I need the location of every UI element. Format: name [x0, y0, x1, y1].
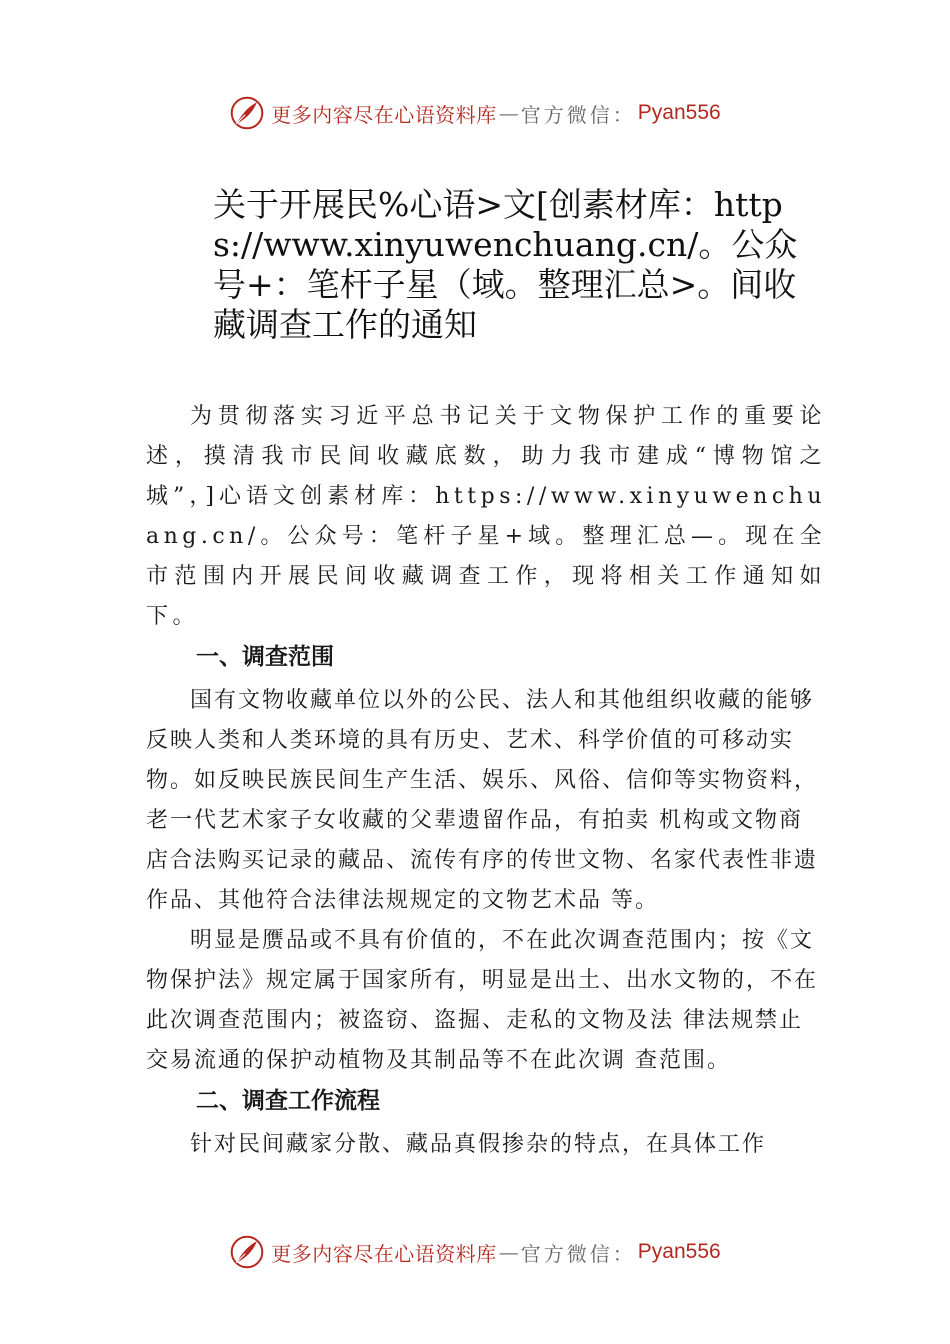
scope-paragraph: 国有文物收藏单位以外的公民、法人和其他组织收藏的能够反映人类和人类环境的具有历史、艺术、科学价值的可移动实物。如反映民族民间生产生活、娱乐、风俗、信仰等实物资料，老一代艺术家子女收藏的父辈遗留作品，有拍卖 机构或文物商店合法购买记录的藏品、流传有序的传世文物、名家代表性非遗作品、其他符合法律法规规定的文物艺术品 等。 [146, 688, 819, 913]
section-heading-scope: 一、调查范围 [196, 644, 334, 670]
document-title: 关于开展民%心语>文[创素材库：https://www.xinyuwenchuang.cn/。公众号+：笔杆子星（域。整理汇总>。间收藏调查工作的通知 [213, 185, 798, 344]
banner-brand: 更多内容尽在心语资料库 [271, 1241, 497, 1266]
feather-pen-logo-icon [229, 95, 265, 131]
banner-dash: — [498, 1240, 519, 1264]
header-banner [0, 93, 950, 133]
footer-banner [0, 1232, 950, 1272]
banner-wechat-label: 官方微信： [520, 1241, 636, 1266]
banner-dash: — [498, 101, 519, 125]
banner-wechat-id: Pyan556 [637, 101, 721, 124]
banner-wechat-id: Pyan556 [637, 1240, 721, 1263]
process-paragraph: 针对民间藏家分散、藏品真假掺杂的特点，在具体工作 [190, 1132, 767, 1157]
banner-brand: 更多内容尽在心语资料库 [271, 102, 497, 127]
section-heading-process: 二、调查工作流程 [196, 1088, 380, 1114]
intro-paragraph: 为贯彻落实习近平总书记关于文物保护工作的重要论述，摸清我市民间收藏底数，助力我市建成“博物馆之城”，]心语文创素材库：https://www.xinyuwenchuang.cn/。公众号：笔杆子星+域。整理汇总—。现在全市范围内开展民间收藏调查工作，现将相关工作通知如下。 [146, 404, 826, 629]
feather-pen-logo-icon [229, 1234, 265, 1270]
exclusion-paragraph: 明显是赝品或不具有价值的，不在此次调查范围内；按《文物保护法》规定属于国家所有，明显是出土、出水文物的，不在此次调查范围内；被盗窃、盗掘、走私的文物及法 律法规禁止交易流通的保护动植物及其制品等不在此次调 查范围。 [146, 928, 819, 1073]
banner-wechat-label: 官方微信： [520, 102, 636, 127]
document-body [146, 397, 826, 1165]
